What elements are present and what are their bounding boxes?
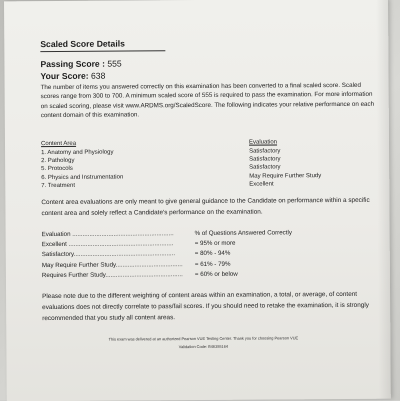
section-title: Scaled Score Details (40, 38, 125, 50)
table-row (41, 180, 351, 190)
key-label: Requires Further Study............................................. (41, 270, 183, 279)
score-report-page (4, 0, 391, 401)
guidance-paragraph: Content area evaluations are only meant to give general guidance to the Candidate on performance within a specific content area and solely reflect a Candidate's performance on the examination. (41, 196, 370, 218)
domain-name: 2. Pathology (41, 158, 75, 165)
your-score-value: 638 (90, 70, 106, 81)
content-domain-table (41, 138, 351, 190)
footer (42, 334, 364, 352)
key-value: = 95% or more (194, 239, 236, 248)
domain-evaluation: May Require Further Study (249, 172, 322, 180)
domain-name: 6. Physics and Instrumentation (41, 174, 124, 181)
content-area-header: Content Area (40, 140, 77, 148)
key-value: = 60% or below (194, 270, 238, 278)
footer-delivery-note: This exam was delivered at an authorized Pearson VUE Testing Center. Thank you for choosing Pearson VUE (108, 335, 299, 342)
domain-name: 7. Treatment (41, 182, 76, 189)
domain-evaluation: Satisfactory (249, 164, 281, 172)
key-value: % of Questions Answered Correctly (194, 229, 292, 238)
passing-score-value: 555 (107, 58, 122, 69)
domain-name: 5. Protocols (41, 166, 73, 173)
intro-paragraph: The number of items you answered correctly on this examination has been converted to a final scaled score. Scaled scores range from 300 to 700. A minimum scaled score of 555 is required to pass the examination. For more information on scaled scoring, please visit www.ARDMS.org/ScaledScore. The following indicates your relative performance on each content domain of this examination. (40, 81, 375, 119)
key-value: = 61% - 79% (194, 260, 231, 268)
key-label: May Require Further Study....................................... (41, 260, 183, 269)
key-value: = 80% - 94% (194, 250, 231, 258)
evaluation-key (42, 228, 372, 281)
title-underline (40, 50, 165, 52)
key-label: Evaluation ........................................................... (41, 230, 174, 239)
footer-validation-code: Validation Code: B46355164 (178, 343, 229, 350)
your-score (40, 71, 105, 81)
note-paragraph: Please note due to the different weighting of content areas within an examination, a total, or average, of content evaluations does not directly correlate to pass/fail scores. If you should need to retake the examination, it is strongly recommended that you study all content areas. (42, 290, 369, 323)
domain-evaluation: Satisfactory (249, 148, 281, 155)
domain-evaluation: Satisfactory (249, 156, 281, 163)
key-label: Excellent ............................................................. (41, 240, 174, 249)
key-row (42, 269, 372, 281)
key-label: Satisfactory........................................................... (41, 250, 176, 259)
domain-evaluation: Excellent (249, 181, 274, 188)
your-score-label: Your Score: (40, 70, 89, 82)
passing-score-label: Passing Score : (40, 58, 105, 70)
passing-score (40, 59, 121, 70)
evaluation-header: Evaluation (248, 139, 278, 146)
domain-name: 1. Anatomy and Physiology (41, 149, 114, 157)
